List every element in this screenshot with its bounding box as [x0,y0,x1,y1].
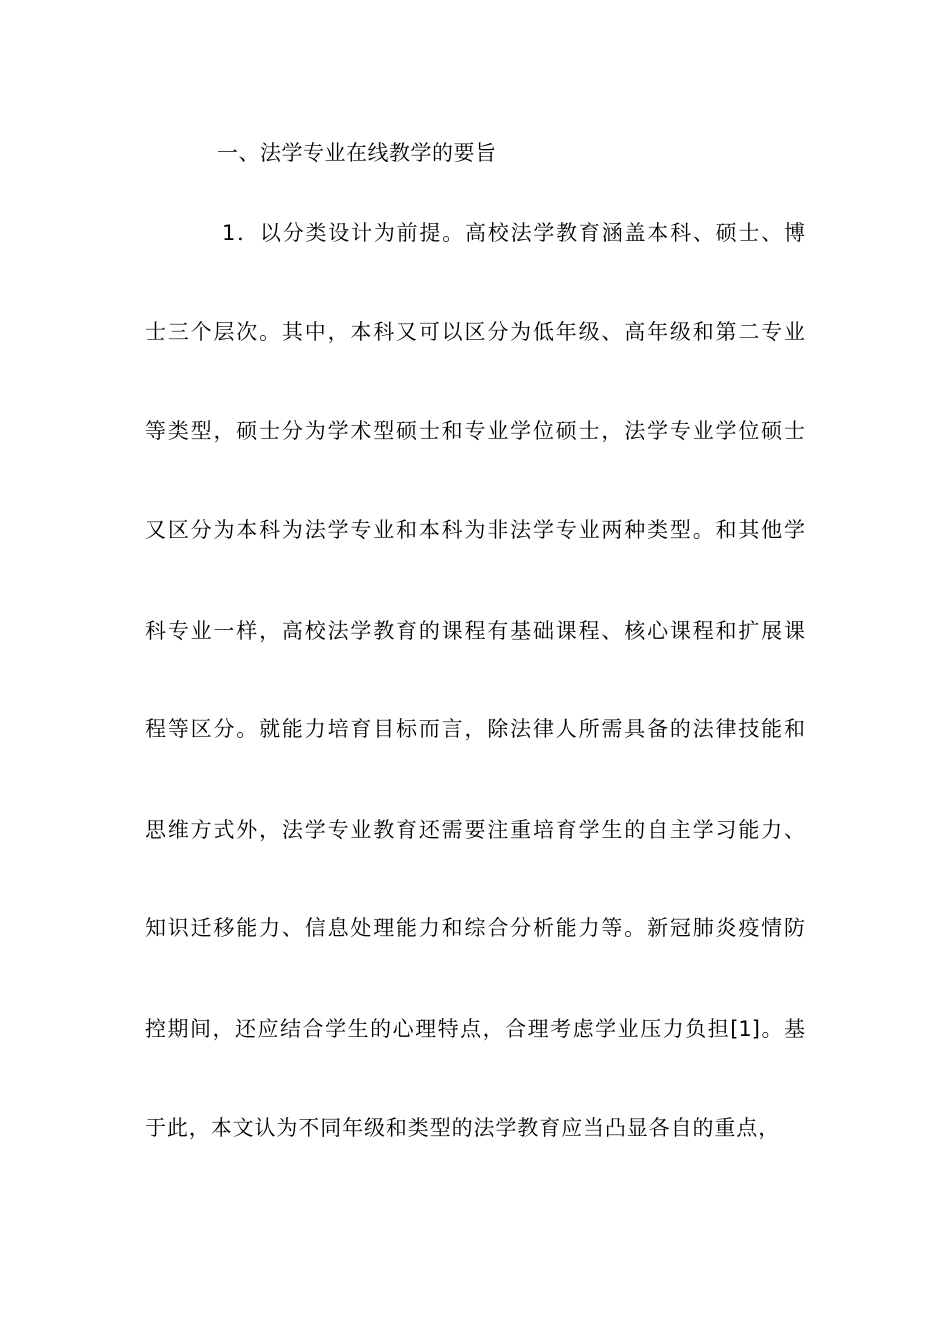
paragraph-line-6: 程等区分。就能力培育目标而言，除法律人所需具备的法律技能和 [145,717,805,741]
paragraph-line-7: 思维方式外，法学专业教育还需要注重培育学生的自主学习能力、 [145,818,805,842]
section-heading: 一、法学专业在线教学的要旨 [217,141,497,165]
paragraph-line-3: 等类型，硕士分为学术型硕士和专业学位硕士，法学专业学位硕士 [145,419,805,443]
paragraph-line-5: 科专业一样，高校法学教育的课程有基础课程、核心课程和扩展课 [145,619,805,643]
paragraph-line-10: 于此，本文认为不同年级和类型的法学教育应当凸显各自的重点， [145,1116,781,1140]
paragraph-line-1: 1．以分类设计为前提。高校法学教育涵盖本科、硕士、博 [222,221,805,245]
paragraph-line-9: 控期间，还应结合学生的心理特点，合理考虑学业压力负担[1]。基 [145,1017,805,1041]
paragraph-line-2: 士三个层次。其中，本科又可以区分为低年级、高年级和第二专业 [145,320,805,344]
paragraph-line-8: 知识迁移能力、信息处理能力和综合分析能力等。新冠肺炎疫情防 [145,916,805,940]
paragraph-line-4: 又区分为本科为法学专业和本科为非法学专业两种类型。和其他学 [145,518,805,542]
